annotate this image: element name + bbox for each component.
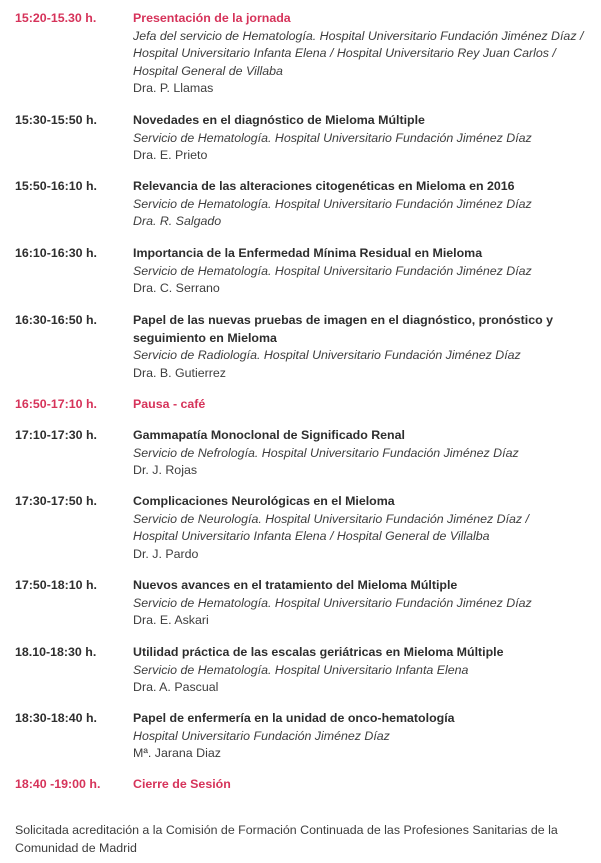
- session-speaker: Dr. J. Pardo: [133, 546, 199, 561]
- session-title: Relevancia de las alteraciones citogenéticas en Mieloma en 2016: [133, 179, 515, 193]
- session-department: Hospital Universitario Infanta Elena / Hospital General de Villalba: [133, 529, 490, 543]
- session-speaker: Dra. E. Prieto: [133, 148, 208, 162]
- session-time: 17:50-18:10 h.: [15, 578, 97, 592]
- session-title: Papel de enfermería en la unidad de onco-hematología: [133, 711, 455, 725]
- session-title: Presentación de la jornada: [133, 11, 291, 25]
- session-speaker: Dr. J. Rojas: [133, 463, 198, 477]
- session-title: Complicaciones Neurológicas en el Mieloma: [133, 494, 395, 508]
- session-department: Servicio de Radiología. Hospital Universitario Fundación Jiménez Díaz: [133, 348, 521, 362]
- accreditation-line: Solicitada acreditación a la Comisión de Formación Continuada de las Profesiones Sanitarias de la: [15, 823, 558, 837]
- session-department: Servicio de Hematología. Hospital Universitario Infanta Elena: [133, 662, 469, 677]
- session-title: Cierre de Sesión: [133, 777, 231, 791]
- session-title: seguimiento en Mieloma: [133, 330, 277, 345]
- session-speaker: Dra. R. Salgado: [133, 214, 222, 228]
- session-department: Jefa del servicio de Hematología. Hospital Universitario Fundación Jiménez Díaz /: [133, 28, 584, 43]
- session-department: Hospital General de Villaba: [133, 63, 283, 78]
- session-speaker: Dra. P. Llamas: [133, 81, 214, 95]
- session-title: Importancia de la Enfermedad Mínima Residual en Mieloma: [133, 246, 483, 260]
- session-time: 16:30-16:50 h.: [15, 313, 97, 327]
- session-time: 18:30-18:40 h.: [15, 711, 97, 725]
- session-title: Gammapatía Monoclonal de Significado Renal: [133, 428, 405, 442]
- session-title: Utilidad práctica de las escalas geriátricas en Mieloma Múltiple: [133, 645, 504, 659]
- session-time: 16:10-16:30 h.: [15, 246, 97, 260]
- session-time: 17:10-17:30 h.: [15, 428, 97, 442]
- accreditation-line: Comunidad de Madrid: [15, 840, 137, 855]
- session-speaker: Dra. C. Serrano: [133, 281, 220, 295]
- session-department: Hospital Universitario Fundación Jiménez Díaz: [133, 728, 390, 743]
- session-department: Hospital Universitario Infanta Elena / Hospital Universitario Rey Juan Carlos /: [133, 46, 556, 60]
- session-title: Novedades en el diagnóstico de Mieloma Múltiple: [133, 113, 425, 127]
- accreditation-note: [15, 822, 590, 857]
- session-time: 18.10-18:30 h.: [15, 645, 97, 659]
- session-title: Papel de las nuevas pruebas de imagen en el diagnóstico, pronóstico y: [133, 313, 554, 327]
- session-department: Servicio de Hematología. Hospital Universitario Fundación Jiménez Díaz: [133, 196, 532, 211]
- session-speaker: Dra. A. Pascual: [133, 680, 219, 694]
- session-department: Servicio de Hematología. Hospital Universitario Fundación Jiménez Díaz: [133, 130, 532, 145]
- session-department: Servicio de Hematología. Hospital Universitario Fundación Jiménez Díaz: [133, 595, 532, 610]
- session-time: 15:50-16:10 h.: [15, 179, 97, 193]
- session-department: Servicio de Nefrología. Hospital Universitario Fundación Jiménez Díaz: [133, 445, 519, 460]
- session-title: Pausa - café: [133, 397, 206, 411]
- session-title: Nuevos avances en el tratamiento del Mieloma Múltiple: [133, 578, 458, 592]
- session-time: 15:30-15:50 h.: [15, 113, 97, 127]
- session-department: Servicio de Hematología. Hospital Universitario Fundación Jiménez Díaz: [133, 263, 532, 278]
- session-time: 18:40 -19:00 h.: [15, 777, 101, 791]
- session-time: 16:50-17:10 h.: [15, 397, 97, 411]
- session-time: 15:20-15.30 h.: [15, 11, 97, 25]
- session-department: Servicio de Neurología. Hospital Universitario Fundación Jiménez Díaz /: [133, 511, 529, 526]
- session-speaker: Dra. B. Gutierrez: [133, 365, 226, 380]
- session-time: 17:30-17:50 h.: [15, 494, 97, 508]
- session-speaker: Mª. Jarana Diaz: [133, 746, 221, 760]
- session-speaker: Dra. E. Askari: [133, 613, 209, 627]
